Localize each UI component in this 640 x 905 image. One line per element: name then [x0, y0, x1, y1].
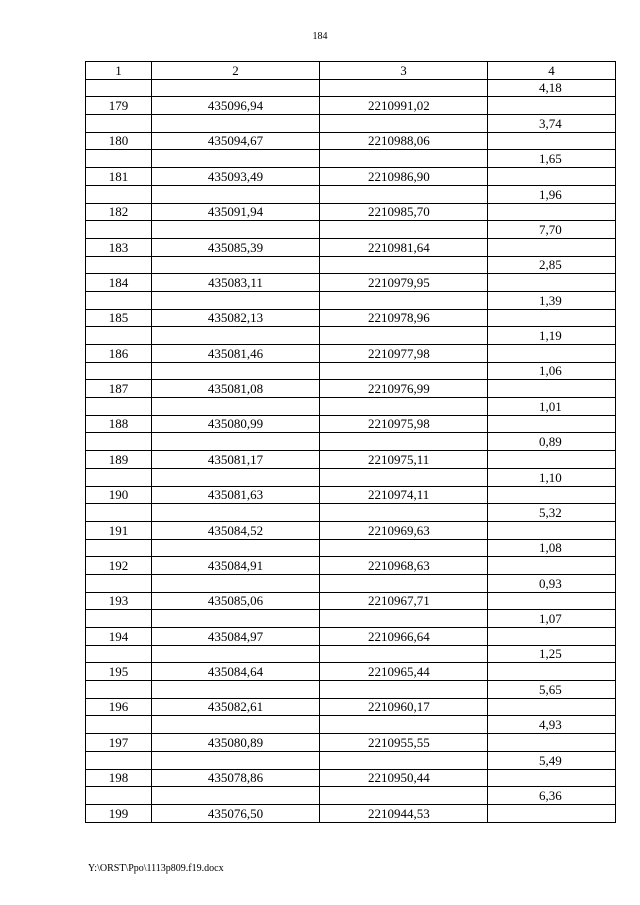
- x-coordinate-cell: [152, 468, 320, 486]
- segment-length-row: [86, 221, 616, 239]
- x-coordinate-cell: [152, 327, 320, 345]
- segment-length-cell-text: 5,32: [539, 504, 562, 520]
- segment-length-row: [86, 327, 616, 345]
- segment-length-cell: [488, 291, 616, 309]
- x-coordinate-cell: 435084,91: [152, 557, 320, 575]
- y-coordinate-cell: [320, 398, 488, 416]
- segment-length-cell-text: 0,93: [539, 575, 562, 591]
- y-coordinate-cell: [320, 79, 488, 97]
- segment-length-row: [86, 504, 616, 522]
- segment-length-cell-text: 5,49: [539, 752, 562, 768]
- x-coordinate-cell: [152, 574, 320, 592]
- y-coordinate-cell-text: 2210976,99: [368, 381, 430, 397]
- segment-length-cell: [488, 398, 616, 416]
- point-row: [86, 309, 616, 327]
- point-number-cell: [86, 645, 152, 663]
- point-row: [86, 698, 616, 716]
- point-number-cell: 191: [86, 521, 152, 539]
- y-coordinate-cell-text: 2210974,11: [368, 487, 430, 503]
- x-coordinate-cell: [152, 787, 320, 805]
- y-coordinate-cell-text: 2210960,17: [368, 699, 430, 715]
- x-coordinate-cell: 435085,39: [152, 238, 320, 256]
- x-coordinate-cell: 435084,64: [152, 663, 320, 681]
- point-row: [86, 238, 616, 256]
- y-coordinate-cell: [320, 681, 488, 699]
- segment-length-cell: [488, 521, 616, 539]
- y-coordinate-cell-text: 2210950,44: [368, 770, 430, 786]
- point-number-cell: 184: [86, 274, 152, 292]
- segment-length-cell: [488, 345, 616, 363]
- header-col-2: 2: [152, 62, 320, 80]
- x-coordinate-cell: [152, 645, 320, 663]
- y-coordinate-cell: [320, 380, 488, 398]
- segment-length-cell-text: 2,85: [539, 257, 562, 273]
- segment-length-cell-text: 6,36: [539, 787, 562, 803]
- y-coordinate-cell: [320, 362, 488, 380]
- segment-length-cell: [488, 327, 616, 345]
- x-coordinate-cell: [152, 256, 320, 274]
- x-coordinate-cell: 435091,94: [152, 203, 320, 221]
- x-coordinate-cell: [152, 398, 320, 416]
- y-coordinate-cell: [320, 327, 488, 345]
- x-coordinate-cell: 435080,89: [152, 734, 320, 752]
- point-number-cell: [86, 681, 152, 699]
- segment-length-cell-text: 7,70: [539, 221, 562, 237]
- point-row: [86, 168, 616, 186]
- point-number-cell: 186: [86, 345, 152, 363]
- y-coordinate-cell-text: 2210975,11: [368, 451, 430, 467]
- segment-length-cell: [488, 681, 616, 699]
- y-coordinate-cell: [320, 574, 488, 592]
- segment-length-cell-text: 1,07: [539, 611, 562, 626]
- segment-length-cell-text: 1,06: [539, 363, 562, 379]
- y-coordinate-cell: [320, 168, 488, 186]
- y-coordinate-cell-text: 2210968,63: [368, 557, 430, 573]
- x-coordinate-cell: 435076,50: [152, 804, 320, 822]
- segment-length-cell: [488, 238, 616, 256]
- y-coordinate-cell-text: 2210991,02: [368, 98, 430, 114]
- y-coordinate-cell-text: 2210967,71: [368, 593, 430, 609]
- segment-length-cell: [488, 97, 616, 115]
- page-number: 184: [312, 31, 328, 42]
- segment-length-cell: [488, 751, 616, 769]
- segment-length-cell: [488, 557, 616, 575]
- point-row: [86, 557, 616, 575]
- segment-length-cell: [488, 168, 616, 186]
- point-number-cell: [86, 716, 152, 734]
- segment-length-cell: [488, 115, 616, 133]
- segment-length-cell-text: 1,01: [539, 398, 562, 414]
- segment-length-row: [86, 433, 616, 451]
- point-row: [86, 628, 616, 646]
- y-coordinate-cell-text: 2210981,64: [368, 239, 430, 255]
- segment-length-cell-text: 4,93: [539, 717, 562, 733]
- y-coordinate-cell: [320, 415, 488, 433]
- segment-length-row: [86, 716, 616, 734]
- segment-length-row: [86, 539, 616, 557]
- x-coordinate-cell: [152, 610, 320, 628]
- y-coordinate-cell: [320, 97, 488, 115]
- point-row: [86, 415, 616, 433]
- segment-length-cell: [488, 309, 616, 327]
- point-row: [86, 521, 616, 539]
- y-coordinate-cell: [320, 645, 488, 663]
- segment-length-cell: [488, 362, 616, 380]
- point-number-cell: 197: [86, 734, 152, 752]
- x-coordinate-cell: 435078,86: [152, 769, 320, 787]
- segment-length-cell: [488, 203, 616, 221]
- y-coordinate-cell-text: 2210986,90: [368, 168, 430, 184]
- y-coordinate-cell: [320, 203, 488, 221]
- y-coordinate-cell-text: 2210944,53: [368, 805, 430, 821]
- segment-length-row: [86, 787, 616, 805]
- point-number-cell: [86, 751, 152, 769]
- header-col-1: 1: [86, 62, 152, 80]
- segment-length-row: [86, 115, 616, 133]
- x-coordinate-cell: [152, 681, 320, 699]
- segment-length-cell: [488, 574, 616, 592]
- point-number-cell: [86, 468, 152, 486]
- segment-length-row: [86, 185, 616, 203]
- y-coordinate-cell-text: 2210975,98: [368, 416, 430, 432]
- x-coordinate-cell: 435084,97: [152, 628, 320, 646]
- point-number-cell: 179: [86, 97, 152, 115]
- segment-length-cell: [488, 451, 616, 469]
- y-coordinate-cell: [320, 486, 488, 504]
- segment-length-cell: [488, 150, 616, 168]
- x-coordinate-cell: 435081,08: [152, 380, 320, 398]
- point-row: [86, 486, 616, 504]
- x-coordinate-cell: [152, 79, 320, 97]
- point-number-cell: 199: [86, 804, 152, 822]
- point-row: [86, 734, 616, 752]
- x-coordinate-cell: 435094,67: [152, 132, 320, 150]
- x-coordinate-cell: [152, 504, 320, 522]
- segment-length-cell-text: 1,08: [539, 540, 562, 556]
- y-coordinate-cell: [320, 132, 488, 150]
- segment-length-cell: [488, 132, 616, 150]
- point-row: [86, 97, 616, 115]
- footer-file-path: Y:\ORST\Ppo\1113p809.f19.docx: [88, 863, 224, 874]
- x-coordinate-cell: [152, 716, 320, 734]
- x-coordinate-cell: 435096,94: [152, 97, 320, 115]
- segment-length-cell: [488, 716, 616, 734]
- x-coordinate-cell: [152, 185, 320, 203]
- y-coordinate-cell-text: 2210985,70: [368, 204, 430, 220]
- y-coordinate-cell-text: 2210965,44: [368, 664, 430, 680]
- y-coordinate-cell: [320, 804, 488, 822]
- point-number-cell: 195: [86, 663, 152, 681]
- y-coordinate-cell: [320, 345, 488, 363]
- segment-length-row: [86, 610, 616, 628]
- y-coordinate-cell: [320, 787, 488, 805]
- x-coordinate-cell: 435093,49: [152, 168, 320, 186]
- segment-length-row: [86, 291, 616, 309]
- segment-length-cell: [488, 610, 616, 628]
- coordinates-table: [85, 61, 616, 823]
- point-row: [86, 203, 616, 221]
- point-number-cell: 183: [86, 238, 152, 256]
- segment-length-cell: [488, 592, 616, 610]
- point-row: [86, 132, 616, 150]
- segment-length-cell: [488, 256, 616, 274]
- point-row: [86, 345, 616, 363]
- segment-length-cell-text: 1,39: [539, 292, 562, 308]
- point-number-cell: [86, 221, 152, 239]
- segment-length-cell-text: 5,65: [539, 681, 562, 697]
- header-col-3: 3: [320, 62, 488, 80]
- point-row: [86, 592, 616, 610]
- point-number-cell: 185: [86, 309, 152, 327]
- y-coordinate-cell: [320, 185, 488, 203]
- point-number-cell: 193: [86, 592, 152, 610]
- y-coordinate-cell: [320, 291, 488, 309]
- y-coordinate-cell: [320, 221, 488, 239]
- y-coordinate-cell: [320, 592, 488, 610]
- segment-length-cell-text: 0,89: [539, 434, 562, 450]
- point-row: [86, 769, 616, 787]
- y-coordinate-cell-text: 2210969,63: [368, 522, 430, 538]
- point-number-cell: [86, 150, 152, 168]
- point-number-cell: 180: [86, 132, 152, 150]
- segment-length-row: [86, 150, 616, 168]
- y-coordinate-cell: [320, 716, 488, 734]
- segment-length-row: [86, 574, 616, 592]
- y-coordinate-cell-text: 2210978,96: [368, 310, 430, 326]
- segment-length-cell: [488, 645, 616, 663]
- y-coordinate-cell: [320, 309, 488, 327]
- segment-length-row: [86, 256, 616, 274]
- point-number-cell: 188: [86, 415, 152, 433]
- y-coordinate-cell-text: 2210977,98: [368, 345, 430, 361]
- y-coordinate-cell: [320, 628, 488, 646]
- y-coordinate-cell-text: 2210966,64: [368, 628, 430, 644]
- segment-length-cell: [488, 769, 616, 787]
- segment-length-cell-text: 1,25: [539, 646, 562, 662]
- x-coordinate-cell: [152, 221, 320, 239]
- segment-length-row: [86, 468, 616, 486]
- table-header-row: [86, 62, 616, 80]
- x-coordinate-cell: 435081,46: [152, 345, 320, 363]
- point-number-cell: [86, 185, 152, 203]
- segment-length-cell: [488, 486, 616, 504]
- segment-length-cell: [488, 79, 616, 97]
- y-coordinate-cell: [320, 256, 488, 274]
- x-coordinate-cell: 435084,52: [152, 521, 320, 539]
- y-coordinate-cell: [320, 663, 488, 681]
- segment-length-cell: [488, 734, 616, 752]
- point-number-cell: 182: [86, 203, 152, 221]
- segment-length-row: [86, 398, 616, 416]
- x-coordinate-cell: [152, 362, 320, 380]
- point-number-cell: [86, 539, 152, 557]
- segment-length-cell: [488, 221, 616, 239]
- segment-length-cell: [488, 663, 616, 681]
- y-coordinate-cell: [320, 238, 488, 256]
- segment-length-row: [86, 645, 616, 663]
- segment-length-cell: [488, 415, 616, 433]
- segment-length-cell: [488, 804, 616, 822]
- segment-length-row: [86, 751, 616, 769]
- segment-length-cell: [488, 698, 616, 716]
- point-number-cell: 181: [86, 168, 152, 186]
- y-coordinate-cell: [320, 504, 488, 522]
- segment-length-cell: [488, 185, 616, 203]
- segment-length-cell-text: 3,74: [539, 115, 562, 131]
- y-coordinate-cell: [320, 521, 488, 539]
- point-row: [86, 274, 616, 292]
- y-coordinate-cell: [320, 433, 488, 451]
- segment-length-cell: [488, 433, 616, 451]
- x-coordinate-cell: 435082,13: [152, 309, 320, 327]
- x-coordinate-cell: [152, 539, 320, 557]
- segment-length-row: [86, 362, 616, 380]
- y-coordinate-cell: [320, 539, 488, 557]
- segment-length-cell-text: 4,18: [539, 80, 562, 96]
- y-coordinate-cell-text: 2210988,06: [368, 133, 430, 149]
- y-coordinate-cell: [320, 769, 488, 787]
- point-number-cell: 190: [86, 486, 152, 504]
- point-number-cell: 196: [86, 698, 152, 716]
- y-coordinate-cell: [320, 751, 488, 769]
- point-number-cell: [86, 115, 152, 133]
- x-coordinate-cell: [152, 433, 320, 451]
- segment-length-cell: [488, 504, 616, 522]
- point-number-cell: [86, 256, 152, 274]
- segment-length-row: [86, 681, 616, 699]
- point-number-cell: [86, 574, 152, 592]
- y-coordinate-cell-text: 2210955,55: [368, 734, 430, 750]
- segment-length-cell-text: 1,65: [539, 151, 562, 167]
- x-coordinate-cell: [152, 291, 320, 309]
- point-number-cell: 189: [86, 451, 152, 469]
- segment-length-cell: [488, 274, 616, 292]
- y-coordinate-cell: [320, 557, 488, 575]
- x-coordinate-cell: [152, 115, 320, 133]
- x-coordinate-cell: 435085,06: [152, 592, 320, 610]
- y-coordinate-cell: [320, 698, 488, 716]
- segment-length-cell: [488, 380, 616, 398]
- point-number-cell: [86, 398, 152, 416]
- x-coordinate-cell: [152, 150, 320, 168]
- y-coordinate-cell: [320, 451, 488, 469]
- point-row: [86, 380, 616, 398]
- point-number-cell: [86, 787, 152, 805]
- point-number-cell: [86, 362, 152, 380]
- point-number-cell: 192: [86, 557, 152, 575]
- point-row: [86, 451, 616, 469]
- x-coordinate-cell: 435083,11: [152, 274, 320, 292]
- segment-length-cell-text: 1,10: [539, 469, 562, 485]
- y-coordinate-cell: [320, 150, 488, 168]
- point-number-cell: [86, 79, 152, 97]
- segment-length-cell: [488, 468, 616, 486]
- y-coordinate-cell: [320, 115, 488, 133]
- point-number-cell: [86, 504, 152, 522]
- point-number-cell: 198: [86, 769, 152, 787]
- segment-length-cell: [488, 539, 616, 557]
- y-coordinate-cell: [320, 468, 488, 486]
- y-coordinate-cell-text: 2210979,95: [368, 274, 430, 290]
- y-coordinate-cell: [320, 734, 488, 752]
- segment-length-cell: [488, 787, 616, 805]
- x-coordinate-cell: 435080,99: [152, 415, 320, 433]
- point-row: [86, 804, 616, 822]
- x-coordinate-cell: 435082,61: [152, 698, 320, 716]
- x-coordinate-cell: [152, 751, 320, 769]
- segment-length-cell: [488, 628, 616, 646]
- point-number-cell: [86, 327, 152, 345]
- point-number-cell: [86, 433, 152, 451]
- segment-length-row: [86, 79, 616, 97]
- point-number-cell: 187: [86, 380, 152, 398]
- segment-length-cell-text: 1,96: [539, 186, 562, 202]
- x-coordinate-cell: 435081,17: [152, 451, 320, 469]
- table-body: [86, 62, 616, 823]
- segment-length-cell-text: 1,19: [539, 328, 562, 343]
- point-row: [86, 663, 616, 681]
- point-number-cell: [86, 610, 152, 628]
- header-col-4: 4: [488, 62, 616, 80]
- y-coordinate-cell: [320, 274, 488, 292]
- point-number-cell: 194: [86, 628, 152, 646]
- x-coordinate-cell: 435081,63: [152, 486, 320, 504]
- y-coordinate-cell: [320, 610, 488, 628]
- point-number-cell: [86, 291, 152, 309]
